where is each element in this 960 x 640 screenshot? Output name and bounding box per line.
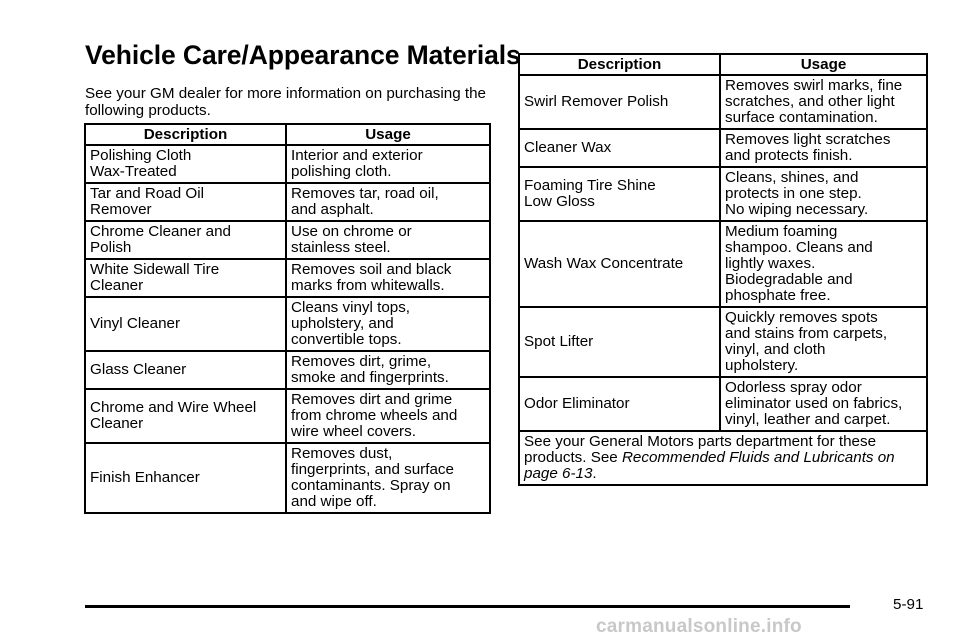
description-cell: Odor Eliminator: [519, 377, 720, 431]
table-row: [519, 307, 927, 377]
table-header-row: [519, 54, 927, 75]
usage-cell: Quickly removes spots and stains from carpets, vinyl, and cloth upholstery.: [720, 307, 927, 377]
table-row: [85, 297, 490, 351]
materials-table-1: [84, 123, 491, 514]
usage-cell: Removes soil and black marks from whitewalls.: [286, 259, 490, 297]
table-row: [85, 443, 490, 513]
note-cross-reference[interactable]: Recommended Fluids and Lubricants on page 6-13: [524, 449, 895, 482]
description-cell: Vinyl Cleaner: [85, 297, 286, 351]
usage-cell: Cleans vinyl tops, upholstery, and convertible tops.: [286, 297, 490, 351]
description-cell: Tar and Road Oil Remover: [85, 183, 286, 221]
usage-cell: Removes tar, road oil, and asphalt.: [286, 183, 490, 221]
table-note-row: [519, 431, 927, 485]
description-cell: Glass Cleaner: [85, 351, 286, 389]
table-note: [519, 431, 927, 485]
footer-rule: [85, 605, 850, 608]
description-cell: Spot Lifter: [519, 307, 720, 377]
usage-cell: Removes swirl marks, fine scratches, and other light surface contamination.: [720, 75, 927, 129]
description-cell: Chrome and Wire Wheel Cleaner: [85, 389, 286, 443]
usage-cell: Cleans, shines, and protects in one step. No wiping necessary.: [720, 167, 927, 221]
table-header-row: [85, 124, 490, 145]
usage-cell: Removes dirt and grime from chrome wheels and wire wheel covers.: [286, 389, 490, 443]
header-description: Description: [519, 54, 720, 75]
intro-paragraph: See your GM dealer for more information on purchasing the following products.: [85, 85, 486, 119]
description-cell: Cleaner Wax: [519, 129, 720, 167]
description-cell: Foaming Tire Shine Low Gloss: [519, 167, 720, 221]
page-title: Vehicle Care/Appearance Materials: [85, 40, 521, 70]
table-row: [85, 259, 490, 297]
table-row: [85, 221, 490, 259]
usage-cell: Medium foaming shampoo. Cleans and lightly waxes. Biodegradable and phosphate free.: [720, 221, 927, 307]
description-cell: Swirl Remover Polish: [519, 75, 720, 129]
usage-cell: Interior and exterior polishing cloth.: [286, 145, 490, 183]
page-number: 5-91: [893, 596, 924, 613]
table-row: [85, 183, 490, 221]
usage-cell: Removes dirt, grime, smoke and fingerprints.: [286, 351, 490, 389]
description-cell: White Sidewall Tire Cleaner: [85, 259, 286, 297]
table-row: [519, 167, 927, 221]
description-cell: Wash Wax Concentrate: [519, 221, 720, 307]
table-row: [85, 145, 490, 183]
table-row: [85, 389, 490, 443]
note-end: .: [592, 465, 597, 482]
usage-cell: Odorless spray odor eliminator used on fabrics, vinyl, leather and carpet.: [720, 377, 927, 431]
table-row: [519, 75, 927, 129]
usage-cell: Use on chrome or stainless steel.: [286, 221, 490, 259]
description-cell: Chrome Cleaner and Polish: [85, 221, 286, 259]
table-row: [85, 351, 490, 389]
usage-cell: Removes dust, fingerprints, and surface contaminants. Spray on and wipe off.: [286, 443, 490, 513]
header-usage: Usage: [720, 54, 927, 75]
header-description: Description: [85, 124, 286, 145]
usage-cell: Removes light scratches and protects finish.: [720, 129, 927, 167]
description-cell: Polishing Cloth Wax-Treated: [85, 145, 286, 183]
header-usage: Usage: [286, 124, 490, 145]
table-row: [519, 129, 927, 167]
description-cell: Finish Enhancer: [85, 443, 286, 513]
materials-table-2: [518, 53, 928, 486]
note-text: See your General Motors parts department for these products. See: [524, 433, 877, 466]
table-row: [519, 377, 927, 431]
table-row: [519, 221, 927, 307]
watermark: carmanualsonline.info: [596, 616, 802, 637]
